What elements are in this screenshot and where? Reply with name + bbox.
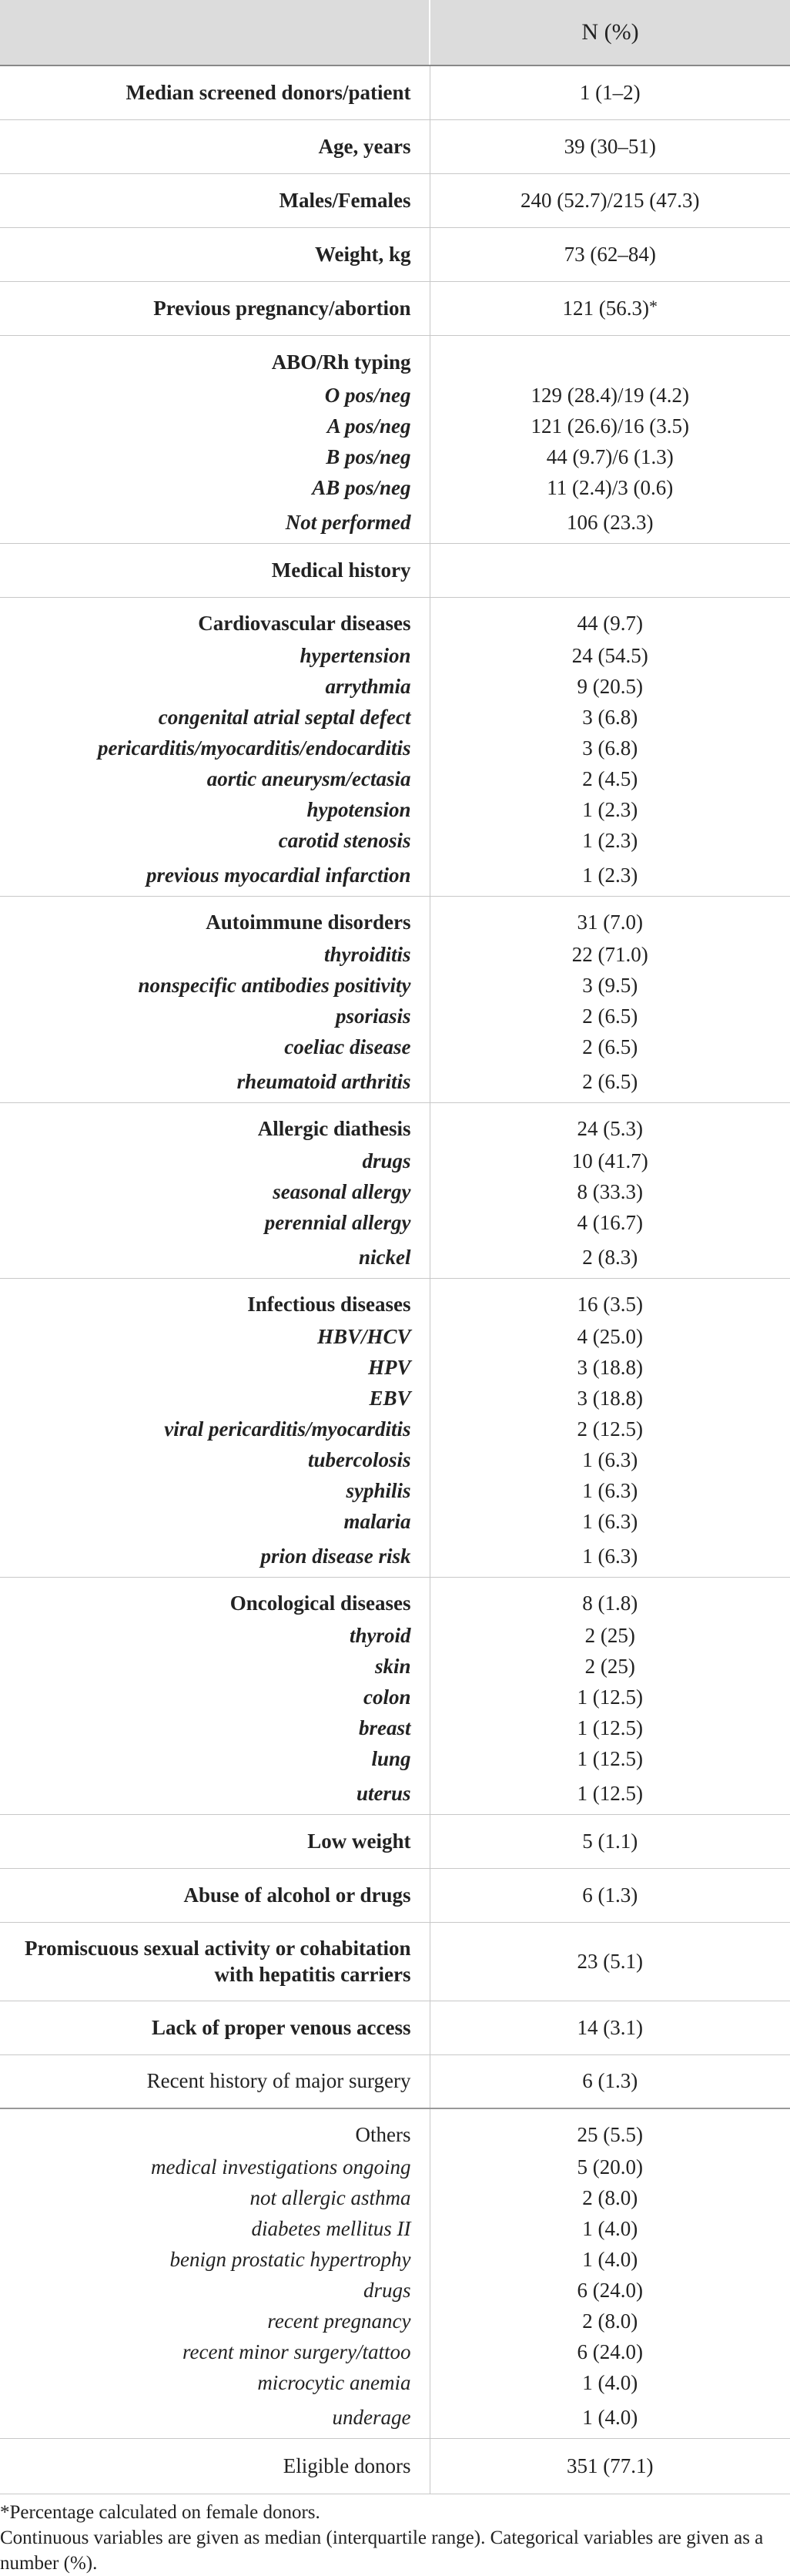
row-value-text: 1 (2.3): [582, 797, 638, 821]
row-value-text: 5 (1.1): [582, 1829, 638, 1853]
row-label: Autoimmune disorders: [0, 896, 430, 939]
row-value: [430, 794, 790, 825]
table-row: [0, 1774, 790, 1814]
row-label: microcytic anemia: [0, 2367, 430, 2398]
header-cell-label: [0, 0, 430, 65]
row-value: [430, 1814, 790, 1868]
row-value: [430, 472, 790, 503]
row-label: Others: [0, 2108, 430, 2152]
row-value-text: 2 (25): [584, 1654, 635, 1678]
row-value: [430, 1682, 790, 1712]
row-value-text: 3 (18.8): [577, 1386, 643, 1410]
row-value-text: 9 (20.5): [577, 674, 643, 698]
table-row: [0, 2152, 790, 2182]
row-label: arrythmia: [0, 671, 430, 702]
table-row: [0, 970, 790, 1001]
row-label: Cardiovascular diseases: [0, 597, 430, 640]
table-row: [0, 1651, 790, 1682]
row-value: [430, 2054, 790, 2108]
row-label: thyroid: [0, 1620, 430, 1651]
row-label: Medical history: [0, 543, 430, 597]
row-value: [430, 1743, 790, 1774]
row-value: [430, 763, 790, 794]
row-value-text: 1 (1–2): [579, 80, 641, 104]
row-label: medical investigations ongoing: [0, 2152, 430, 2182]
row-label: O pos/neg: [0, 380, 430, 411]
row-label: tubercolosis: [0, 1444, 430, 1475]
table-row: [0, 1278, 790, 1321]
table-header-row: [0, 0, 790, 65]
table-row: [0, 543, 790, 597]
row-label: Low weight: [0, 1814, 430, 1868]
row-label: recent pregnancy: [0, 2306, 430, 2336]
table-row: [0, 441, 790, 472]
row-label: HPV: [0, 1352, 430, 1383]
row-value-text: 1 (12.5): [577, 1685, 643, 1709]
row-value-text: 2 (8.0): [582, 2309, 638, 2333]
table-row: [0, 2108, 790, 2152]
row-label: carotid stenosis: [0, 825, 430, 856]
row-value: [430, 2108, 790, 2152]
row-value-text: 3 (6.8): [582, 705, 638, 729]
table-row: [0, 380, 790, 411]
row-value-text: 31 (7.0): [577, 910, 643, 934]
row-value: [430, 2244, 790, 2275]
row-value-text: 1 (6.3): [582, 1545, 638, 1568]
row-value: [430, 1238, 790, 1278]
row-value-text: 1 (12.5): [577, 1746, 643, 1770]
row-label: syphilis: [0, 1475, 430, 1506]
row-value: [430, 1145, 790, 1176]
row-label: Weight, kg: [0, 227, 430, 281]
row-label: pericarditis/myocarditis/endocarditis: [0, 733, 430, 763]
row-value-text: 2 (12.5): [577, 1417, 643, 1441]
row-label: colon: [0, 1682, 430, 1712]
row-label: Not performed: [0, 503, 430, 543]
row-value: [430, 1620, 790, 1651]
row-value: [430, 173, 790, 227]
table-row: [0, 2367, 790, 2398]
row-value: [430, 1774, 790, 1814]
row-label: AB pos/neg: [0, 472, 430, 503]
row-label: drugs: [0, 1145, 430, 1176]
row-value-text: 25 (5.5): [577, 2123, 643, 2146]
row-value-text: 1 (12.5): [577, 1716, 643, 1739]
row-value-text: 73 (62–84): [564, 242, 656, 266]
row-label: thyroiditis: [0, 939, 430, 970]
table-row: [0, 2438, 790, 2494]
row-value-text: 44 (9.7)/6 (1.3): [546, 444, 674, 468]
row-value: [430, 1207, 790, 1238]
row-label: Males/Females: [0, 173, 430, 227]
row-label: HBV/HCV: [0, 1321, 430, 1352]
row-label: Recent history of major surgery: [0, 2054, 430, 2108]
row-label: diabetes mellitus II: [0, 2213, 430, 2244]
row-value: [430, 543, 790, 597]
row-label: Allergic diathesis: [0, 1102, 430, 1145]
row-value-text: 11 (2.4)/3 (0.6): [547, 475, 674, 499]
row-value-text: 1 (6.3): [582, 1447, 638, 1471]
row-label: drugs: [0, 2275, 430, 2306]
row-value: [430, 1102, 790, 1145]
table-row: [0, 1922, 790, 2001]
row-value-text: 1 (2.3): [582, 864, 638, 887]
row-value-text: 3 (18.8): [577, 1355, 643, 1379]
table-row: [0, 1321, 790, 1352]
row-label: aortic aneurysm/ectasia: [0, 763, 430, 794]
row-value: [430, 281, 790, 335]
row-value: [430, 2398, 790, 2438]
row-value: [430, 2336, 790, 2367]
row-value: [430, 733, 790, 763]
row-value: [430, 1577, 790, 1620]
table-row: [0, 1414, 790, 1444]
row-label: A pos/neg: [0, 411, 430, 441]
row-value-text: 44 (9.7): [577, 611, 643, 635]
table-row: [0, 472, 790, 503]
row-value-text: 14 (3.1): [577, 2015, 643, 2039]
row-value-text: 106 (23.3): [567, 511, 654, 535]
row-value: [430, 1062, 790, 1102]
row-value-text: 2 (8.3): [582, 1246, 638, 1270]
row-label: prion disease risk: [0, 1537, 430, 1577]
table-footnotes: [0, 2500, 790, 2576]
row-value: [430, 597, 790, 640]
table-row: [0, 2001, 790, 2054]
row-value-text: 351 (77.1): [567, 2454, 654, 2477]
row-value: [430, 1383, 790, 1414]
row-value-text: 1 (4.0): [582, 2370, 638, 2394]
table-row: [0, 1620, 790, 1651]
table-row: [0, 856, 790, 896]
table-row: [0, 597, 790, 640]
row-value-text: 5 (20.0): [577, 2155, 643, 2179]
row-label: B pos/neg: [0, 441, 430, 472]
row-value-text: 24 (5.3): [577, 1116, 643, 1140]
table-row: [0, 1207, 790, 1238]
row-value-text: 6 (1.3): [582, 1883, 638, 1907]
table-row: [0, 1475, 790, 1506]
row-label: hypotension: [0, 794, 430, 825]
row-value: [430, 2306, 790, 2336]
footnote-female-percentage: *Percentage calculated on female donors.: [0, 2502, 320, 2523]
row-value: [430, 856, 790, 896]
row-label: hypertension: [0, 640, 430, 671]
table-row: [0, 1001, 790, 1031]
table-row: [0, 2306, 790, 2336]
table-body: [0, 65, 790, 2494]
footnote-variable-format: Continuous variables are given as median (interquartile range). Categorical variables are given as a number (%).: [0, 2527, 764, 2574]
row-label: EBV: [0, 1383, 430, 1414]
row-value-text: 2 (8.0): [582, 2185, 638, 2209]
table-row: [0, 411, 790, 441]
row-label: nickel: [0, 1238, 430, 1278]
table-row: [0, 335, 790, 380]
row-label: Abuse of alcohol or drugs: [0, 1868, 430, 1922]
row-value: [430, 503, 790, 543]
table-row: [0, 65, 790, 119]
row-value-text: 24 (54.5): [571, 643, 648, 667]
row-value: [430, 1176, 790, 1207]
table-row: [0, 2336, 790, 2367]
table-row: [0, 119, 790, 173]
row-value: [430, 1321, 790, 1352]
row-label: perennial allergy: [0, 1207, 430, 1238]
row-value-text: 4 (16.7): [577, 1210, 643, 1234]
row-value-text: 8 (33.3): [577, 1179, 643, 1203]
table-row: [0, 1682, 790, 1712]
row-value-text: 10 (41.7): [571, 1149, 648, 1172]
row-label: Eligible donors: [0, 2438, 430, 2494]
row-value-text: 23 (5.1): [577, 1949, 643, 1973]
row-value-text: 121 (56.3): [562, 296, 649, 320]
row-value: [430, 1868, 790, 1922]
row-value-text: 2 (6.5): [582, 1035, 638, 1058]
table-row: [0, 1743, 790, 1774]
table-row: [0, 1868, 790, 1922]
row-value: [430, 1278, 790, 1321]
row-value: [430, 1922, 790, 2001]
footnote-marker: *: [648, 296, 658, 316]
table-row: [0, 2398, 790, 2438]
row-label: seasonal allergy: [0, 1176, 430, 1207]
row-label: coeliac disease: [0, 1031, 430, 1062]
row-value-text: 1 (6.3): [582, 1478, 638, 1502]
row-label: underage: [0, 2398, 430, 2438]
row-value: [430, 970, 790, 1001]
row-label: uterus: [0, 1774, 430, 1814]
table-row: [0, 702, 790, 733]
row-value: [430, 2001, 790, 2054]
table-row: [0, 1444, 790, 1475]
row-value: [430, 1444, 790, 1475]
table-row: [0, 2213, 790, 2244]
row-value: [430, 1352, 790, 1383]
row-value-text: 1 (4.0): [582, 2406, 638, 2430]
row-value-text: 1 (12.5): [577, 1782, 643, 1806]
table-row: [0, 1577, 790, 1620]
row-label: Median screened donors/patient: [0, 65, 430, 119]
row-value: [430, 2438, 790, 2494]
row-value-text: 22 (71.0): [571, 942, 648, 966]
table-row: [0, 2182, 790, 2213]
row-value-text: 2 (25): [584, 1623, 635, 1647]
row-value-text: 3 (6.8): [582, 736, 638, 760]
table-row: [0, 1145, 790, 1176]
row-value-text: 6 (24.0): [577, 2340, 643, 2363]
table-row: [0, 794, 790, 825]
row-label: Lack of proper venous access: [0, 2001, 430, 2054]
row-value: [430, 1506, 790, 1537]
row-value-text: 1 (6.3): [582, 1509, 638, 1533]
table-row: [0, 763, 790, 794]
row-label: congenital atrial septal defect: [0, 702, 430, 733]
row-value: [430, 1031, 790, 1062]
table-row: [0, 1176, 790, 1207]
row-value-text: 2 (6.5): [582, 1070, 638, 1094]
table-row: [0, 939, 790, 970]
row-value: [430, 825, 790, 856]
row-value: [430, 1651, 790, 1682]
row-value-text: 4 (25.0): [577, 1324, 643, 1348]
table-row: [0, 1537, 790, 1577]
row-value-text: 1 (4.0): [582, 2216, 638, 2240]
table-row: [0, 896, 790, 939]
row-value-text: 1 (4.0): [582, 2247, 638, 2271]
table-row: [0, 2054, 790, 2108]
row-label: psoriasis: [0, 1001, 430, 1031]
row-label: Previous pregnancy/abortion: [0, 281, 430, 335]
row-label: previous myocardial infarction: [0, 856, 430, 896]
row-value: [430, 896, 790, 939]
table-row: [0, 1102, 790, 1145]
table-row: [0, 1712, 790, 1743]
row-value: [430, 441, 790, 472]
row-label: Promiscuous sexual activity or cohabitation with hepatitis carriers: [0, 1922, 430, 2001]
table-row: [0, 281, 790, 335]
table-row: [0, 640, 790, 671]
row-value: [430, 1001, 790, 1031]
row-value: [430, 2367, 790, 2398]
table-row: [0, 733, 790, 763]
row-value: [430, 2152, 790, 2182]
row-value-text: 240 (52.7)/215 (47.3): [521, 188, 700, 212]
row-value: [430, 1537, 790, 1577]
table-row: [0, 1031, 790, 1062]
row-value-text: 8 (1.8): [582, 1591, 638, 1615]
row-label: Infectious diseases: [0, 1278, 430, 1321]
row-value: [430, 1712, 790, 1743]
row-value: [430, 671, 790, 702]
row-value: [430, 380, 790, 411]
row-value: [430, 1475, 790, 1506]
row-value-text: 6 (1.3): [582, 2069, 638, 2093]
row-label: nonspecific antibodies positivity: [0, 970, 430, 1001]
table-row: [0, 503, 790, 543]
table-row: [0, 1352, 790, 1383]
row-label: ABO/Rh typing: [0, 335, 430, 380]
table-row: [0, 2244, 790, 2275]
row-label: Oncological diseases: [0, 1577, 430, 1620]
header-cell-n-percent: N (%): [430, 0, 790, 65]
row-label: viral pericarditis/myocarditis: [0, 1414, 430, 1444]
row-value: [430, 939, 790, 970]
row-value-text: 1 (2.3): [582, 828, 638, 852]
row-value-text: 129 (28.4)/19 (4.2): [531, 383, 689, 407]
row-label: recent minor surgery/tattoo: [0, 2336, 430, 2367]
row-label: breast: [0, 1712, 430, 1743]
row-value: [430, 411, 790, 441]
table-row: [0, 825, 790, 856]
table-row: [0, 1506, 790, 1537]
row-value: [430, 2182, 790, 2213]
row-value: [430, 1414, 790, 1444]
table-row: [0, 2275, 790, 2306]
row-value: [430, 335, 790, 380]
table-row: [0, 227, 790, 281]
row-label: Age, years: [0, 119, 430, 173]
table-row: [0, 1062, 790, 1102]
row-label: lung: [0, 1743, 430, 1774]
row-label: skin: [0, 1651, 430, 1682]
table-row: [0, 671, 790, 702]
row-value-text: 2 (6.5): [582, 1004, 638, 1028]
row-value: [430, 119, 790, 173]
table-row: [0, 1238, 790, 1278]
row-value: [430, 2275, 790, 2306]
table-row: [0, 173, 790, 227]
row-value: [430, 702, 790, 733]
row-value-text: 6 (24.0): [577, 2278, 643, 2302]
row-value-text: 16 (3.5): [577, 1292, 643, 1316]
row-value-text: 39 (30–51): [564, 134, 656, 158]
row-label: benign prostatic hypertrophy: [0, 2244, 430, 2275]
table-row: [0, 1814, 790, 1868]
row-value: [430, 2213, 790, 2244]
row-label: rheumatoid arthritis: [0, 1062, 430, 1102]
row-value: [430, 227, 790, 281]
row-value-text: 2 (4.5): [582, 766, 638, 790]
row-value-text: 121 (26.6)/16 (3.5): [531, 414, 689, 438]
row-value: [430, 640, 790, 671]
row-label: not allergic asthma: [0, 2182, 430, 2213]
row-value-text: 3 (9.5): [582, 973, 638, 997]
row-label: malaria: [0, 1506, 430, 1537]
table-row: [0, 1383, 790, 1414]
row-value: [430, 65, 790, 119]
